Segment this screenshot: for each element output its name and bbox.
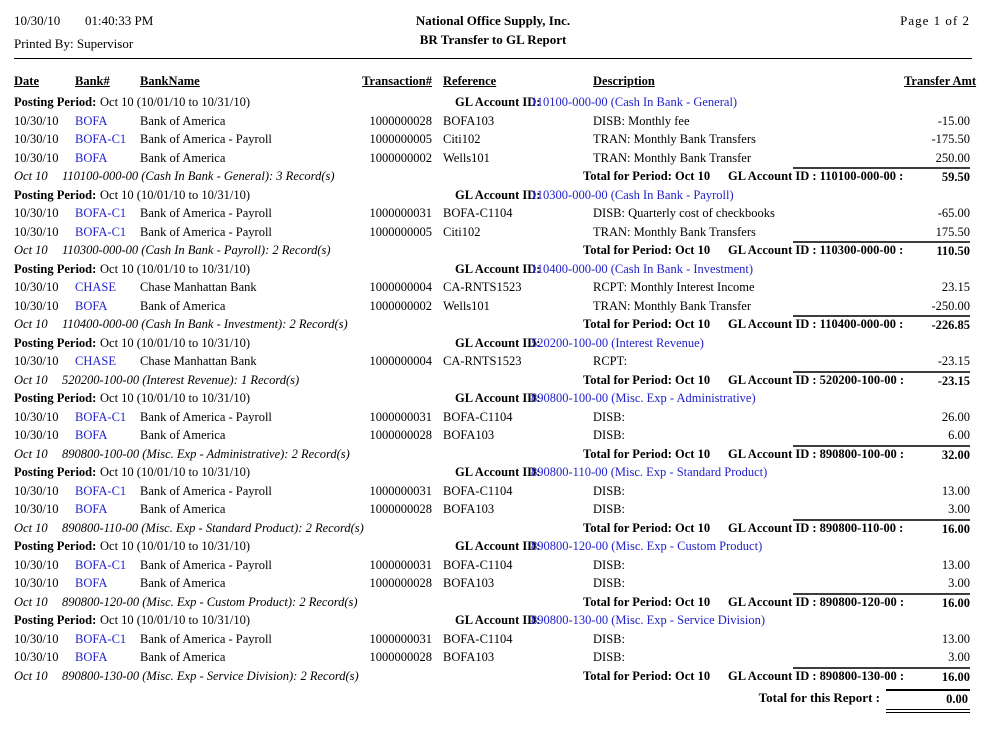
transaction-row <box>0 130 986 149</box>
cell-date: 10/30/10 <box>14 150 59 165</box>
cell-date: 10/30/10 <box>14 224 59 239</box>
bank-number-link[interactable]: BOFA-C1 <box>75 132 127 146</box>
posting-period-value: Oct 10 (10/01/10 to 10/31/10) <box>100 261 250 276</box>
posting-period-label: Posting Period: <box>14 261 97 276</box>
group-summary-text: 110100-000-00 (Cash In Bank - General): 3 Record(s) <box>62 169 335 183</box>
transaction-rows <box>0 556 986 593</box>
cell-reference: CA-RNTS1523 <box>443 280 522 294</box>
cell-reference: BOFA103 <box>443 428 495 442</box>
cell-transaction-number: 1000000005 <box>369 224 432 239</box>
transaction-row <box>0 556 986 575</box>
posting-period-value: Oct 10 (10/01/10 to 10/31/10) <box>100 335 250 350</box>
cell-reference: Wells101 <box>443 298 490 313</box>
total-account-label: GL Account ID : 110400-000-00 : <box>728 317 904 331</box>
total-account-label: GL Account ID : 890800-100-00 : <box>728 446 905 461</box>
gl-account-label: GL Account ID: <box>455 187 541 202</box>
page-indicator: Page 1 of 2 <box>900 13 970 28</box>
printed-by: Printed By: Supervisor <box>14 36 134 51</box>
posting-period-label: Posting Period: <box>14 391 97 405</box>
cell-transfer-amount: 13.00 <box>941 483 970 498</box>
bank-number-link[interactable]: BOFA <box>75 113 108 128</box>
cell-bank-name: Bank of America <box>140 298 226 313</box>
posting-period-row <box>0 463 986 482</box>
posting-period-row <box>0 611 986 630</box>
cell-date: 10/30/10 <box>14 132 59 146</box>
gl-account-group <box>0 260 986 334</box>
bank-number-link[interactable]: CHASE <box>75 280 116 294</box>
transaction-row <box>0 223 986 242</box>
group-total-row <box>0 371 986 390</box>
cell-transaction-number: 1000000028 <box>369 113 432 128</box>
cell-reference: BOFA-C1104 <box>443 631 513 646</box>
cell-transaction-number: 1000000028 <box>369 502 432 516</box>
transaction-row <box>0 500 986 519</box>
posting-period-label: Posting Period: <box>14 187 97 202</box>
column-header: BankName <box>140 74 200 88</box>
bank-number-link[interactable]: BOFA <box>75 650 108 664</box>
group-summary-text: 890800-120-00 (Misc. Exp - Custom Product): 2 Record(s) <box>62 594 358 609</box>
header-divider <box>14 58 972 59</box>
transaction-row <box>0 352 986 371</box>
report-total-row <box>759 689 970 713</box>
cell-bank-name: Bank of America - Payroll <box>140 631 272 646</box>
cell-transaction-number: 1000000004 <box>369 354 432 368</box>
gl-account-link[interactable]: 890800-110-00 (Misc. Exp - Standard Product) <box>531 465 768 479</box>
cell-transfer-amount: 26.00 <box>941 409 970 424</box>
cell-transfer-amount: -65.00 <box>937 206 970 220</box>
report-total-amount: 0.00 <box>886 689 970 713</box>
cell-description: DISB: <box>593 650 625 664</box>
total-for-period-label: Total for Period: Oct 10 <box>583 520 711 535</box>
cell-description: TRAN: Monthly Bank Transfers <box>593 132 756 146</box>
gl-account-group <box>0 611 986 685</box>
cell-date: 10/30/10 <box>14 428 59 442</box>
report-title: BR Transfer to GL Report <box>419 32 567 47</box>
posting-period-value: Oct 10 (10/01/10 to 10/31/10) <box>100 95 250 109</box>
transaction-row <box>0 574 986 593</box>
cell-bank-name: Bank of America - Payroll <box>140 483 272 498</box>
bank-number-link[interactable]: BOFA <box>75 150 108 165</box>
cell-reference: Citi102 <box>443 224 481 239</box>
cell-transfer-amount: 13.00 <box>941 557 970 572</box>
cell-reference: BOFA103 <box>443 576 495 590</box>
posting-period-label: Posting Period: <box>14 335 97 350</box>
group-summary-period: Oct 10 <box>14 446 48 461</box>
column-header: Description <box>593 74 655 88</box>
cell-reference: BOFA-C1104 <box>443 483 513 498</box>
cell-transaction-number: 1000000028 <box>369 650 432 664</box>
group-summary-period: Oct 10 <box>14 169 48 183</box>
posting-period-label: Posting Period: <box>14 95 97 109</box>
cell-date: 10/30/10 <box>14 206 59 220</box>
posting-period-row <box>0 186 986 205</box>
cell-date: 10/30/10 <box>14 483 59 498</box>
bank-number-link[interactable]: CHASE <box>75 354 116 368</box>
group-total-row <box>0 667 986 686</box>
total-account-label: GL Account ID : 890800-130-00 : <box>728 668 905 683</box>
cell-date: 10/30/10 <box>14 557 59 572</box>
total-for-period-label: Total for Period: Oct 10 <box>583 594 711 609</box>
cell-reference: CA-RNTS1523 <box>443 354 522 368</box>
gl-account-group <box>0 93 986 186</box>
cell-description: RCPT: Monthly Interest Income <box>593 280 755 294</box>
gl-account-link[interactable]: 520200-100-00 (Interest Revenue) <box>531 335 704 350</box>
column-header: Date <box>14 74 39 88</box>
group-total-row <box>0 315 986 334</box>
posting-period-row <box>0 260 986 279</box>
gl-account-label: GL Account ID: <box>455 391 541 405</box>
cell-description: DISB: Quarterly cost of checkbooks <box>593 206 775 220</box>
cell-description: DISB: <box>593 502 625 516</box>
cell-date: 10/30/10 <box>14 354 59 368</box>
group-total-amount: 59.50 <box>793 167 970 186</box>
cell-transfer-amount: 3.00 <box>948 502 970 516</box>
posting-period-label: Posting Period: <box>14 539 97 553</box>
bank-number-link[interactable]: BOFA-C1 <box>75 557 127 572</box>
bank-number-link[interactable]: BOFA <box>75 502 108 516</box>
cell-bank-name: Bank of America - Payroll <box>140 409 272 424</box>
cell-date: 10/30/10 <box>14 631 59 646</box>
gl-account-group <box>0 186 986 260</box>
cell-transaction-number: 1000000002 <box>369 150 432 165</box>
group-summary-period: Oct 10 <box>14 594 48 609</box>
group-summary-text: 890800-130-00 (Misc. Exp - Service Division): 2 Record(s) <box>62 668 359 683</box>
cell-bank-name: Bank of America <box>140 650 226 664</box>
cell-reference: BOFA103 <box>443 502 495 516</box>
transaction-row <box>0 630 986 649</box>
cell-transfer-amount: -23.15 <box>937 354 970 368</box>
gl-account-link[interactable]: 890800-100-00 (Misc. Exp - Administrative) <box>531 391 756 405</box>
gl-account-link[interactable]: 110400-000-00 (Cash In Bank - Investment) <box>531 261 754 276</box>
column-header-row <box>0 74 986 89</box>
bank-number-link[interactable]: BOFA-C1 <box>75 224 127 239</box>
gl-account-label: GL Account ID: <box>455 613 541 627</box>
gl-account-label: GL Account ID: <box>455 95 541 109</box>
cell-description: TRAN: Monthly Bank Transfer <box>593 150 751 165</box>
cell-transfer-amount: -250.00 <box>931 298 970 313</box>
group-total-amount: 16.00 <box>793 667 970 686</box>
cell-reference: Wells101 <box>443 150 490 165</box>
bank-number-link[interactable]: BOFA-C1 <box>75 206 127 220</box>
cell-date: 10/30/10 <box>14 409 59 424</box>
cell-date: 10/30/10 <box>14 576 59 590</box>
group-total-amount: 16.00 <box>793 593 970 612</box>
cell-bank-name: Bank of America <box>140 576 226 590</box>
group-summary-text: 110400-000-00 (Cash In Bank - Investment): 2 Record(s) <box>62 317 348 331</box>
cell-date: 10/30/10 <box>14 298 59 313</box>
cell-bank-name: Bank of America <box>140 150 226 165</box>
bank-number-link[interactable]: BOFA <box>75 298 108 313</box>
group-total-amount: -226.85 <box>793 315 970 334</box>
transaction-row <box>0 426 986 445</box>
group-total-row <box>0 167 986 186</box>
cell-transaction-number: 1000000028 <box>369 576 432 590</box>
transaction-row <box>0 482 986 501</box>
gl-account-link[interactable]: 890800-130-00 (Misc. Exp - Service Division) <box>531 613 765 627</box>
posting-period-label: Posting Period: <box>14 613 97 627</box>
cell-description: TRAN: Monthly Bank Transfers <box>593 224 756 239</box>
gl-account-label: GL Account ID: <box>455 335 541 350</box>
bank-number-link[interactable]: BOFA-C1 <box>75 483 127 498</box>
cell-bank-name: Bank of America - Payroll <box>140 224 272 239</box>
group-summary-period: Oct 10 <box>14 668 48 683</box>
total-account-label: GL Account ID : 110100-000-00 : <box>728 169 904 183</box>
cell-bank-name: Bank of America <box>140 428 226 442</box>
cell-transfer-amount: -15.00 <box>937 113 970 128</box>
report-total-label: Total for this Report : <box>758 690 880 705</box>
column-header: Reference <box>443 74 497 88</box>
group-summary-period: Oct 10 <box>14 317 48 331</box>
transaction-rows <box>0 278 986 315</box>
column-header: Transaction# <box>362 74 432 88</box>
group-summary-period: Oct 10 <box>14 372 48 387</box>
group-total-row <box>0 445 986 464</box>
gl-account-link[interactable]: 110300-000-00 (Cash In Bank - Payroll) <box>531 187 734 202</box>
transaction-row <box>0 204 986 223</box>
group-total-amount: -23.15 <box>793 371 970 390</box>
transaction-rows <box>0 352 986 371</box>
cell-date: 10/30/10 <box>14 280 59 294</box>
cell-transaction-number: 1000000005 <box>369 132 432 146</box>
posting-period-row <box>0 334 986 353</box>
cell-description: RCPT: <box>593 354 628 368</box>
column-header: Bank# <box>75 74 110 88</box>
gl-account-link[interactable]: 110100-000-00 (Cash In Bank - General) <box>531 95 738 109</box>
group-total-amount: 110.50 <box>793 241 970 260</box>
gl-account-group <box>0 537 986 611</box>
cell-date: 10/30/10 <box>14 113 59 128</box>
group-summary-period: Oct 10 <box>14 520 48 535</box>
total-for-period-label: Total for Period: Oct 10 <box>583 668 711 683</box>
group-summary-text: 890800-100-00 (Misc. Exp - Administrative): 2 Record(s) <box>62 446 350 461</box>
total-for-period-label: Total for Period: Oct 10 <box>583 169 711 183</box>
total-account-label: GL Account ID : 890800-120-00 : <box>728 594 905 609</box>
cell-transaction-number: 1000000002 <box>369 298 432 313</box>
group-total-row <box>0 241 986 260</box>
cell-bank-name: Chase Manhattan Bank <box>140 280 257 294</box>
cell-description: DISB: Monthly fee <box>593 113 690 128</box>
group-summary-text: 520200-100-00 (Interest Revenue): 1 Record(s) <box>62 372 300 387</box>
total-account-label: GL Account ID : 110300-000-00 : <box>728 243 904 257</box>
cell-transaction-number: 1000000028 <box>369 428 432 442</box>
cell-transfer-amount: 250.00 <box>935 150 970 165</box>
cell-description: DISB: <box>593 409 625 424</box>
group-total-row <box>0 593 986 612</box>
posting-period-value: Oct 10 (10/01/10 to 10/31/10) <box>100 613 250 627</box>
group-summary-text: 890800-110-00 (Misc. Exp - Standard Product): 2 Record(s) <box>62 520 364 535</box>
posting-period-row <box>0 537 986 556</box>
transaction-rows <box>0 482 986 519</box>
transaction-row <box>0 408 986 427</box>
gl-account-label: GL Account ID: <box>455 465 541 479</box>
bank-number-link[interactable]: BOFA-C1 <box>75 631 127 646</box>
total-for-period-label: Total for Period: Oct 10 <box>583 446 711 461</box>
cell-transfer-amount: 6.00 <box>948 428 970 442</box>
cell-transaction-number: 1000000031 <box>369 557 432 572</box>
group-total-amount: 16.00 <box>793 519 970 538</box>
cell-description: DISB: <box>593 631 625 646</box>
cell-bank-name: Bank of America - Payroll <box>140 557 272 572</box>
gl-account-link[interactable]: 890800-120-00 (Misc. Exp - Custom Product) <box>531 539 763 553</box>
printed-date: 10/30/10 <box>14 13 61 28</box>
cell-transaction-number: 1000000031 <box>369 409 432 424</box>
bank-number-link[interactable]: BOFA <box>75 576 108 590</box>
cell-date: 10/30/10 <box>14 502 59 516</box>
transaction-row <box>0 648 986 667</box>
transaction-row <box>0 149 986 168</box>
cell-transfer-amount: -175.50 <box>931 132 970 146</box>
transaction-row <box>0 297 986 316</box>
cell-bank-name: Bank of America - Payroll <box>140 132 272 146</box>
transaction-rows <box>0 408 986 445</box>
cell-bank-name: Bank of America <box>140 113 226 128</box>
posting-period-row <box>0 93 986 112</box>
cell-transfer-amount: 3.00 <box>948 576 970 590</box>
cell-bank-name: Bank of America <box>140 502 226 516</box>
company-name: National Office Supply, Inc. <box>415 13 571 28</box>
cell-transfer-amount: 175.50 <box>935 224 970 239</box>
cell-transfer-amount: 13.00 <box>941 631 970 646</box>
posting-period-value: Oct 10 (10/01/10 to 10/31/10) <box>100 391 250 405</box>
printed-time: 01:40:33 PM <box>85 13 154 28</box>
transaction-rows <box>0 630 986 667</box>
group-total-row <box>0 519 986 538</box>
cell-reference: Citi102 <box>443 132 481 146</box>
cell-description: DISB: <box>593 428 625 442</box>
posting-period-value: Oct 10 (10/01/10 to 10/31/10) <box>100 465 250 479</box>
total-for-period-label: Total for Period: Oct 10 <box>583 243 711 257</box>
cell-transfer-amount: 3.00 <box>948 650 970 664</box>
gl-account-label: GL Account ID: <box>455 261 541 276</box>
total-account-label: GL Account ID : 520200-100-00 : <box>728 372 905 387</box>
cell-reference: BOFA103 <box>443 113 495 128</box>
total-for-period-label: Total for Period: Oct 10 <box>583 372 711 387</box>
transaction-rows <box>0 204 986 241</box>
transaction-row <box>0 278 986 297</box>
cell-bank-name: Bank of America - Payroll <box>140 206 272 220</box>
gl-account-group <box>0 463 986 537</box>
cell-transfer-amount: 23.15 <box>941 280 970 294</box>
cell-description: DISB: <box>593 483 625 498</box>
bank-number-link[interactable]: BOFA-C1 <box>75 409 127 424</box>
cell-transaction-number: 1000000031 <box>369 631 432 646</box>
cell-date: 10/30/10 <box>14 650 59 664</box>
gl-account-group <box>0 389 986 463</box>
transaction-row <box>0 112 986 131</box>
total-for-period-label: Total for Period: Oct 10 <box>583 317 711 331</box>
cell-reference: BOFA-C1104 <box>443 206 513 220</box>
cell-description: DISB: <box>593 576 625 590</box>
cell-transaction-number: 1000000004 <box>369 280 432 294</box>
report-body <box>0 93 986 685</box>
cell-description: TRAN: Monthly Bank Transfer <box>593 298 751 313</box>
posting-period-label: Posting Period: <box>14 465 97 479</box>
cell-reference: BOFA-C1104 <box>443 557 513 572</box>
group-summary-period: Oct 10 <box>14 243 48 257</box>
cell-transaction-number: 1000000031 <box>369 206 432 220</box>
cell-bank-name: Chase Manhattan Bank <box>140 354 257 368</box>
total-account-label: GL Account ID : 890800-110-00 : <box>728 520 904 535</box>
cell-reference: BOFA-C1104 <box>443 409 513 424</box>
posting-period-value: Oct 10 (10/01/10 to 10/31/10) <box>100 539 250 553</box>
column-header: Transfer Amt <box>904 74 977 88</box>
posting-period-value: Oct 10 (10/01/10 to 10/31/10) <box>100 187 250 202</box>
group-total-amount: 32.00 <box>793 445 970 464</box>
cell-description: DISB: <box>593 557 625 572</box>
cell-reference: BOFA103 <box>443 650 495 664</box>
gl-account-label: GL Account ID: <box>455 539 541 553</box>
bank-number-link[interactable]: BOFA <box>75 428 108 442</box>
transaction-rows <box>0 112 986 168</box>
group-summary-text: 110300-000-00 (Cash In Bank - Payroll): 2 Record(s) <box>62 243 331 257</box>
cell-transaction-number: 1000000031 <box>369 483 432 498</box>
gl-account-group <box>0 334 986 390</box>
posting-period-row <box>0 389 986 408</box>
